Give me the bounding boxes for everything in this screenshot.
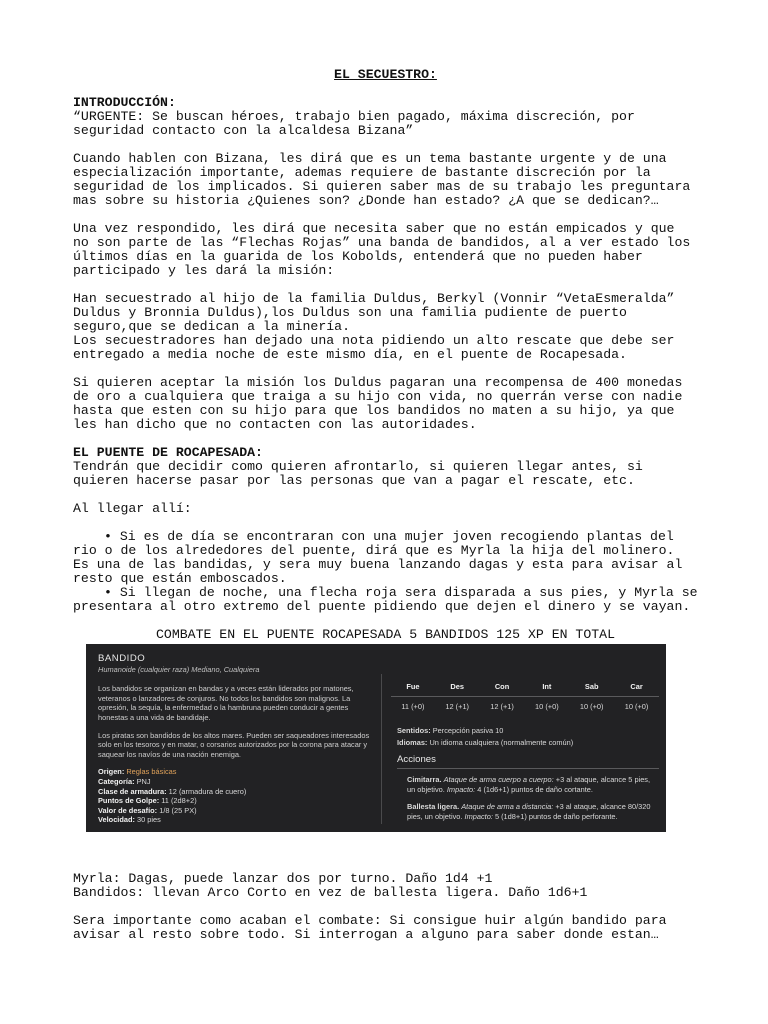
ability-header-row [391,680,659,696]
ability-name: Int [524,680,569,696]
ability-scores-table [391,680,659,714]
statblock-description-1: Los bandidos se organizan en bandas y a veces están liderados por matones, veteranos o lanzadores de conjuros. No todos los bandidos son malignos. La opresión, la sequía, la enfermedad o la hambruna pueden conducir a gentes honestas a una vida de bandidaje. [98,684,354,722]
actions-heading: Acciones [397,755,659,769]
action-light-crossbow: Ballesta ligera. Ataque de arma a distancia: +3 al ataque, alcance 80/320 pies, un objetivo. Impacto: 5 (1d8+1) puntos de daño perforante. [407,802,651,821]
intro-text: “URGENTE: Se buscan héroes, trabajo bien pagado, máxima discreción, por seguridad contacto con la alcaldesa Bizana” [73,109,635,138]
ability-value: 12 (+1) [490,701,514,711]
ability-value: 12 (+1) [445,701,470,711]
statblock-description-2: Los piratas son bandidos de los altos mares. Pueden ser saqueadores interesados solo en los tesoros y en matar, o corsarios autorizados por la corona para atacar y saquear los navíos de una nación enemiga. [98,730,370,759]
bandit-statblock-image [86,644,666,832]
bridge-heading: EL PUENTE DE ROCAPESADA: [73,445,263,460]
bridge-section [73,446,698,488]
paragraph-3 [73,292,698,362]
ability-name: Car [614,680,659,696]
statblock-category: Categoría: PNJ [98,776,151,786]
notes-block [73,872,698,900]
statblock-name: BANDIDO [98,653,146,664]
ability-name: Des [435,680,480,696]
statblock-hit-points: Puntos de Golpe: 11 (2d8+2) [98,796,197,806]
final-paragraph: Sera importante como acaban el combate: Si consigue huir algún bandido para avisar al resto sobre todo. Si interrogan a alguno para saber donde estan… [73,913,667,942]
ability-value: 10 (+0) [579,701,604,711]
paragraph-1: Cuando hablen con Bizana, les dirá que es un tema bastante urgente y de una especialización importante, ademas requiere de bastante discreción por la seguridad de los implicados. Si quieren saber mas de su trabajo les preguntara mas sobre su historia ¿Quienes son? ¿Donde han estado? ¿A que se dedican?… [73,151,691,208]
bridge-text: Tendrán que decidir como quieren afrontarlo, si quieren llegar antes, si quieren hacerse pasar por las personas que van a pagar el rescate, etc. [73,459,643,488]
statblock-type: Humanoide (cualquier raza) Mediano, Cualquiera [98,664,260,674]
statblock-divider [381,674,382,824]
statblock-armor-class: Clase de armadura: 12 (armadura de cuero) [98,786,247,796]
intro-heading: INTRODUCCIÓN: [73,95,176,110]
bullet-day: • Si es de día se encontraran con una mujer joven recogiendo plantas del rio o de los alrededores del puente, dirá que es Myrla la hija del molinero. Es una de las bandidas, y sera muy buena lanzando dagas y esta para avisar al resto que están emboscados. [73,529,683,586]
intro-section [73,96,698,138]
myrla-note: Myrla: Dagas, puede lanzar dos por turno. Daño 1d4 +1 [73,871,493,886]
paragraph-4: Si quieren aceptar la misión los Duldus pagaran una recompensa de 400 monedas de oro a cualquiera que traiga a su hijo con vida, no querrán verse con nadie hasta que esten con su hijo para que los bandidos no maten a su hijo, ya que les han dicho que no contacten con las autoridades. [73,375,683,432]
statblock-speed: Velocidad: 30 pies [98,815,161,825]
statblock-languages: Idiomas: Un idioma cualquiera (normalmente común) [397,737,574,747]
bullet-night: • Si llegan de noche, una flecha roja sera disparada a sus pies, y Myrla se presentara al otro extremo del puente pidiendo que dejen el dinero y se vayan. [73,585,698,614]
combat-heading: COMBATE EN EL PUENTE ROCAPESADA 5 BANDIDOS 125 XP EN TOTAL [156,627,615,642]
document-footer-section [73,872,698,956]
ability-name: Con [480,680,525,696]
statblock-senses-block [391,726,659,747]
statblock-origin: Origen: Reglas básicas [98,767,177,777]
document-body [73,68,698,656]
ability-name: Sab [569,680,614,696]
action-scimitar: Cimitarra. Ataque de arma cuerpo a cuerpo: +3 al ataque, alcance 5 pies, un objetivo. Impacto: 4 (1d6+1) puntos de daño cortante. [407,774,651,794]
ability-value: 10 (+0) [535,701,559,711]
arrive-text: Al llegar allí: [73,501,192,516]
statblock-left-column [98,654,374,825]
paragraph-2: Una vez respondido, les dirá que necesita saber que no están empicados y que no son parte de las “Flechas Rojas” una banda de bandidos, al a ver estado los últimos días en la guarida de los Kobolds, entenderá que no pueden haber participado y les dará la misión: [73,221,691,278]
paragraph-3b: Los secuestradores han dejado una nota pidiendo un alto rescate que debe ser entregado a media noche de este mismo día, en el puente de Rocapesada. [73,333,675,362]
statblock-right-column [391,680,659,829]
origin-link[interactable]: Reglas básicas [126,767,177,777]
statblock-challenge: Valor de desafío: 1/8 (25 PX) [98,805,197,815]
ability-value-row [391,696,659,714]
ability-value: 11 (+0) [401,701,425,711]
statblock-senses: Sentidos: Percepción pasiva 10 [397,726,504,736]
ability-value: 10 (+0) [624,701,649,711]
ability-name: Fue [391,680,435,696]
document-title: EL SECUESTRO: [334,67,437,82]
bandits-note: Bandidos: llevan Arco Corto en vez de ballesta ligera. Daño 1d6+1 [73,885,588,900]
paragraph-3a: Han secuestrado al hijo de la familia Duldus, Berkyl (Vonnir “VetaEsmeralda” Duldus y Bronnia Duldus),los Duldus son una familia pudiente de puerto seguro,que se dedican a la minería. [73,291,675,334]
